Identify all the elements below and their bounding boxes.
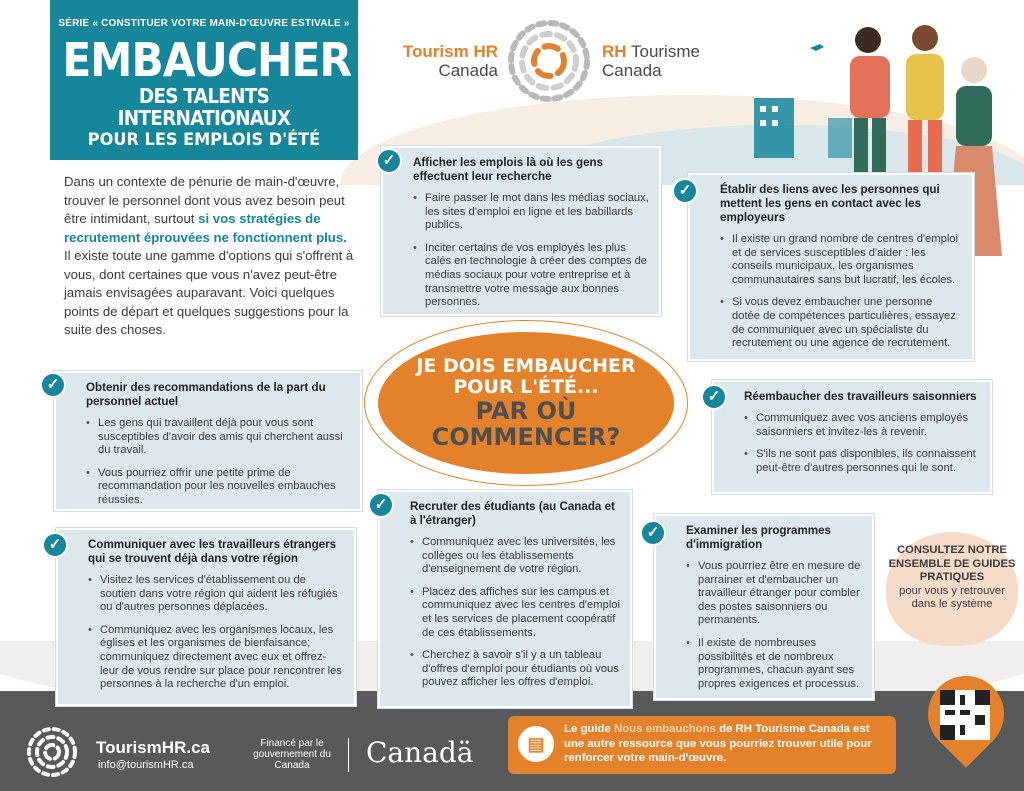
- logo-sub-fr: Canada: [602, 61, 662, 80]
- list-item: • Il existe de nombreuses possibilités et de nombreux programmes, chacun ayant ses propres exigences et processus.: [686, 637, 862, 691]
- question-line-4: COMMENCER?: [431, 423, 621, 451]
- list-item: • Communiquez avec vos anciens employés saisonniers et invitez-les à revenir.: [744, 412, 980, 439]
- funding-note: Financé par le gouvernement du Canada: [253, 738, 331, 771]
- card-title: Examiner les programmes d'immigration: [686, 524, 831, 551]
- list-item: • Inciter certains de vos employés les plus calés en technologie à créer des comptes de médias sociaux pour votre entreprise et à transmettre votre message aux bonnes personnes.: [413, 242, 649, 310]
- list-item: • Communiquez avec les universités, les collèges ou les établissements d'enseignement de votre région.: [410, 536, 620, 577]
- card-etablir: [688, 173, 974, 361]
- intro-paragraph: [64, 173, 356, 340]
- series-label: SÉRIE « CONSTITUER VOTRE MAIN-D'ŒUVRE ESTIVALE »: [58, 18, 350, 29]
- list-item: • Visitez les services d'établissement ou de soutien dans votre région qui aident les réfugiés ou d'autres personnes déplacées.: [88, 574, 344, 615]
- checkmark-icon: ✓: [368, 492, 394, 518]
- question-line-1: JE DOIS EMBAUCHER: [416, 355, 636, 377]
- card-title: Communiquer avec les travailleurs étrangers qui se trouvent déjà dans votre région: [88, 538, 337, 565]
- footer-divider: [348, 738, 349, 772]
- list-item: • Cherchez à savoir s'il y a un tableau d'offres d'emploi pour étudiants où vous pouvez afficher les offres d'emploi.: [410, 649, 620, 690]
- list-item: • Vous pourriez offrir une petite prime de recommandation pour les nouvelles embauches réussies.: [86, 467, 350, 508]
- checkmark-icon: ✓: [40, 372, 66, 398]
- list-item: • Faire passer le mot dans les médias sociaux, les sites d'emploi en ligne et les babillards publics.: [413, 192, 649, 233]
- list-item: • Les gens qui travaillent déjà pour vous sont susceptibles d'avoir des amis qui cherchent aussi du travail.: [86, 417, 350, 458]
- card-title: Obtenir des recommandations de la part du personnel actuel: [86, 381, 326, 408]
- card-examiner: [654, 514, 874, 700]
- card-title: Réembaucher des travailleurs saisonniers: [744, 390, 977, 403]
- question-line-3: PAR OÙ: [475, 397, 577, 425]
- list-item: • Il existe un grand nombre de centres d'emploi et de services susceptibles d'aider : les conseils municipaux, les organismes communautaires sans but lucratif, les écoles.: [720, 233, 962, 287]
- card-title: Afficher les emplois là où les gens effectuent leur recherche: [413, 156, 604, 183]
- footer-website-link[interactable]: TourismHR.ca: [96, 738, 210, 757]
- guide-text-2: de RH Tourisme Canada est une autre ressource que vous pourriez trouver utile pour renforcer votre main-d'œuvre.: [564, 723, 872, 764]
- consult-rest: pour vous y retrouver dans le système: [899, 584, 1005, 610]
- footer-email-link[interactable]: info@tourismHR.ca: [98, 759, 194, 771]
- book-icon: ▤: [518, 726, 554, 762]
- checkmark-icon: ✓: [701, 384, 727, 410]
- question-line-2: POUR L'ÉTÉ...: [453, 376, 599, 398]
- guide-banner: [508, 716, 896, 774]
- checkmark-icon: ✓: [672, 178, 698, 204]
- logo-brand-fr: RH: [602, 42, 627, 61]
- title-line-2: DES TALENTS INTERNATIONAUX: [117, 84, 291, 130]
- card-reembaucher: [712, 380, 992, 494]
- logo-sub-en: Canada: [438, 61, 498, 80]
- logo-brand-en: Tourism HR: [402, 42, 498, 61]
- card-recruter: [378, 490, 632, 708]
- consult-bold: CONSULTEZ NOTRE ENSEMBLE DE GUIDES PRATIQUES: [888, 544, 1016, 583]
- checkmark-icon: ✓: [640, 520, 666, 546]
- footer-logo-icon: [26, 726, 78, 778]
- checkmark-icon: ✓: [376, 148, 402, 174]
- center-question: [378, 332, 674, 474]
- list-item: • S'ils ne sont pas disponibles, ils connaissent peut-être d'autres personnes qui le sont.: [744, 448, 980, 475]
- card-title: Établir des liens avec les personnes qui mettent les gens en contact avec les employeurs: [720, 183, 940, 224]
- intro-text-2: Il existe toute une gamme d'options qui s'offrent à vous, dont certaines que vous n'avez peut-être jamais envisagées auparavant. Voici quelques points de départ et quelques suggestions pour la suite des choses.: [64, 248, 354, 337]
- intro-text-1: Dans un contexte de pénurie de main-d'œuvre, trouver le personnel dont vous avez besoin peut être intimidant, surtout: [64, 174, 345, 226]
- tourism-hr-logo: [386, 18, 726, 88]
- intro-highlight: si vos stratégies de recrutement éprouvées ne fonctionnent plus.: [64, 211, 347, 245]
- title-line-1: EMBAUCHER: [62, 33, 352, 87]
- title-line-3: POUR LES EMPLOIS D'ÉTÉ: [87, 130, 321, 150]
- card-afficher: [381, 146, 661, 316]
- list-item: • Si vous devez embaucher une personne dotée de compétences particulières, essayez de communiquer avec un spécialiste du recrutement ou une agence de recrutement.: [720, 296, 962, 350]
- guide-link[interactable]: Nous embauchons: [614, 723, 716, 735]
- list-item: • Placez des affiches sur les campus et communiquez avec les centres d'emploi et les services de placement coopératif de ces établissements.: [410, 586, 620, 640]
- card-title: Recruter des étudiants (au Canada et à l'étranger): [410, 500, 615, 527]
- consult-guides-callout: [886, 532, 1018, 646]
- logo-text-fr: Tourisme: [630, 42, 700, 61]
- card-obtenir: [54, 371, 362, 511]
- list-item: • Vous pourriez être en mesure de parrainer et d'embaucher un travailleur étranger pour combler des postes saisonniers ou permanents.: [686, 560, 862, 628]
- guide-text-1: Le guide: [564, 723, 614, 735]
- qr-code-icon[interactable]: [940, 690, 990, 740]
- canada-wordmark: Canadä: [366, 736, 474, 769]
- logo-ring-icon: [506, 18, 592, 104]
- title-block: [50, 0, 358, 160]
- checkmark-icon: ✓: [42, 532, 68, 558]
- list-item: • Communiquez avec les organismes locaux, les églises et les organismes de bienfaisance; communiquez directement avec eux et offrez-leur de vous rendre sur place pour rencontrer les personnes à la recherche d'un emploi.: [88, 624, 344, 692]
- card-communiquer: [56, 528, 356, 706]
